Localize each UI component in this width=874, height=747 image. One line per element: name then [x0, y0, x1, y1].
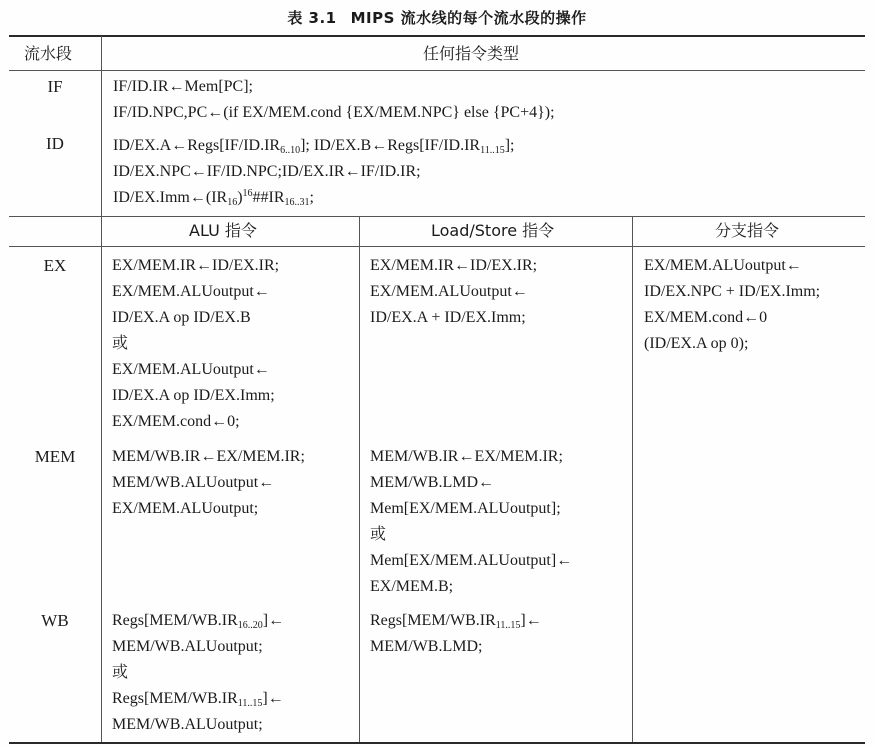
- wb-alu-line: [112, 686, 284, 712]
- bit-range-subscript: 11..15: [237, 698, 263, 709]
- id-op-text: ID/EX.Imm←(IR: [113, 189, 228, 206]
- mem-loadstore-line: EX/MEM.B;: [370, 578, 454, 595]
- ex-loadstore-line: ID/EX.A + ID/EX.Imm;: [370, 309, 526, 326]
- stage-label-id: ID: [46, 134, 64, 153]
- stage-label-if: IF: [47, 77, 63, 96]
- id-op-text: ]; ID/EX.B←Regs[IF/ID.IR: [300, 137, 481, 154]
- bit-range-subscript: 16..20: [237, 620, 263, 631]
- replication-superscript: 16: [242, 188, 253, 199]
- mem-loadstore-line: MEM/WB.IR←EX/MEM.IR;: [370, 448, 563, 465]
- mem-alu-line: MEM/WB.IR←EX/MEM.IR;: [112, 448, 305, 465]
- table-caption: [0, 7, 874, 28]
- wb-loadstore-text: ]←: [520, 612, 542, 629]
- loadstore-column-divider: [632, 216, 633, 742]
- bit-range-subscript: 6..10: [280, 145, 301, 156]
- stage-label-mem: MEM: [34, 447, 76, 466]
- header-bottom-rule: [9, 70, 865, 71]
- mem-loadstore-line: MEM/WB.LMD←: [370, 474, 494, 491]
- mem-loadstore-line: Mem[EX/MEM.ALUoutput]←: [370, 552, 573, 569]
- ex-alu-line: EX/MEM.ALUoutput←: [112, 361, 270, 378]
- wb-alu-line: MEM/WB.ALUoutput;: [112, 716, 263, 733]
- wb-loadstore-operations: [370, 608, 542, 660]
- wb-alu-text: ]←: [262, 690, 284, 707]
- stage-column-divider: [101, 36, 102, 742]
- table-bottom-rule: [9, 742, 865, 744]
- ex-branch-line: ID/EX.NPC + ID/EX.Imm;: [644, 283, 821, 300]
- caption-title: MIPS 流水线的每个流水段的操作: [350, 9, 587, 27]
- ex-branch-line: EX/MEM.cond←0: [644, 309, 768, 326]
- ex-alu-operations: [112, 253, 279, 435]
- id-operations: [113, 133, 515, 211]
- subheader-top-rule: [9, 216, 865, 217]
- subheader-bottom-rule: [9, 246, 865, 247]
- wb-alu-line: [112, 608, 284, 634]
- if-op-line: IF/ID.IR←Mem[PC];: [113, 78, 253, 95]
- all-types-column-header: 任何指令类型: [423, 44, 520, 63]
- wb-alu-line: MEM/WB.ALUoutput;: [112, 638, 263, 655]
- ex-alu-line: 或: [112, 335, 129, 352]
- wb-alu-text: Regs[MEM/WB.IR: [112, 612, 238, 629]
- ex-alu-line: ID/EX.A op ID/EX.B: [112, 309, 251, 326]
- mem-alu-operations: [112, 444, 305, 522]
- ex-alu-line: EX/MEM.cond←0;: [112, 413, 240, 430]
- mem-alu-line: MEM/WB.ALUoutput←: [112, 474, 275, 491]
- ex-loadstore-line: EX/MEM.ALUoutput←: [370, 283, 528, 300]
- bit-range-subscript: 16..31: [284, 197, 310, 208]
- bit-subscript: 16: [227, 197, 238, 208]
- ex-loadstore-operations: [370, 253, 537, 331]
- id-op-line: [113, 133, 515, 159]
- ex-alu-line: ID/EX.A op ID/EX.Imm;: [112, 387, 275, 404]
- mem-loadstore-line: Mem[EX/MEM.ALUoutput];: [370, 500, 561, 517]
- bit-range-subscript: 11..15: [480, 145, 505, 156]
- table-top-rule: [9, 35, 865, 37]
- bit-range-subscript: 11..15: [495, 620, 521, 631]
- caption-number: 表 3.1: [287, 9, 337, 27]
- id-op-line: ID/EX.NPC←IF/ID.NPC;ID/EX.IR←IF/ID.IR;: [113, 163, 421, 180]
- alu-column-header: ALU 指令: [189, 221, 257, 240]
- ex-branch-line: (ID/EX.A op 0);: [644, 335, 749, 352]
- loadstore-column-header: Load/Store 指令: [431, 221, 555, 240]
- if-op-line: IF/ID.NPC,PC←(if EX/MEM.cond {EX/MEM.NPC} else {PC+4});: [113, 104, 555, 121]
- if-operations: [113, 74, 555, 126]
- ex-loadstore-line: EX/MEM.IR←ID/EX.IR;: [370, 257, 538, 274]
- mem-loadstore-operations: [370, 444, 572, 600]
- id-op-text: ;: [309, 189, 314, 206]
- wb-alu-text: ]←: [262, 612, 285, 629]
- stage-label-ex: EX: [43, 256, 67, 275]
- ex-alu-line: EX/MEM.IR←ID/EX.IR;: [112, 257, 280, 274]
- mem-alu-line: EX/MEM.ALUoutput;: [112, 500, 259, 517]
- id-op-text: ##IR: [252, 189, 285, 206]
- branch-column-header: 分支指令: [715, 221, 780, 240]
- wb-loadstore-line: [370, 608, 542, 634]
- id-op-text: ];: [504, 137, 515, 154]
- alu-column-divider: [359, 216, 360, 742]
- id-op-line: [113, 185, 515, 211]
- wb-alu-line: 或: [112, 664, 129, 681]
- ex-branch-line: EX/MEM.ALUoutput←: [644, 257, 802, 274]
- wb-alu-operations: [112, 608, 284, 738]
- wb-loadstore-text: Regs[MEM/WB.IR: [370, 612, 496, 629]
- ex-branch-operations: [644, 253, 820, 357]
- ex-alu-line: EX/MEM.ALUoutput←: [112, 283, 270, 300]
- id-op-text: ): [237, 189, 243, 206]
- wb-loadstore-line: MEM/WB.LMD;: [370, 638, 483, 655]
- id-op-text: ID/EX.A←Regs[IF/ID.IR: [113, 137, 281, 154]
- stage-column-header: 流水段: [24, 44, 73, 63]
- stage-label-wb: WB: [41, 611, 69, 630]
- mem-loadstore-line: 或: [370, 526, 387, 543]
- wb-alu-text: Regs[MEM/WB.IR: [112, 690, 238, 707]
